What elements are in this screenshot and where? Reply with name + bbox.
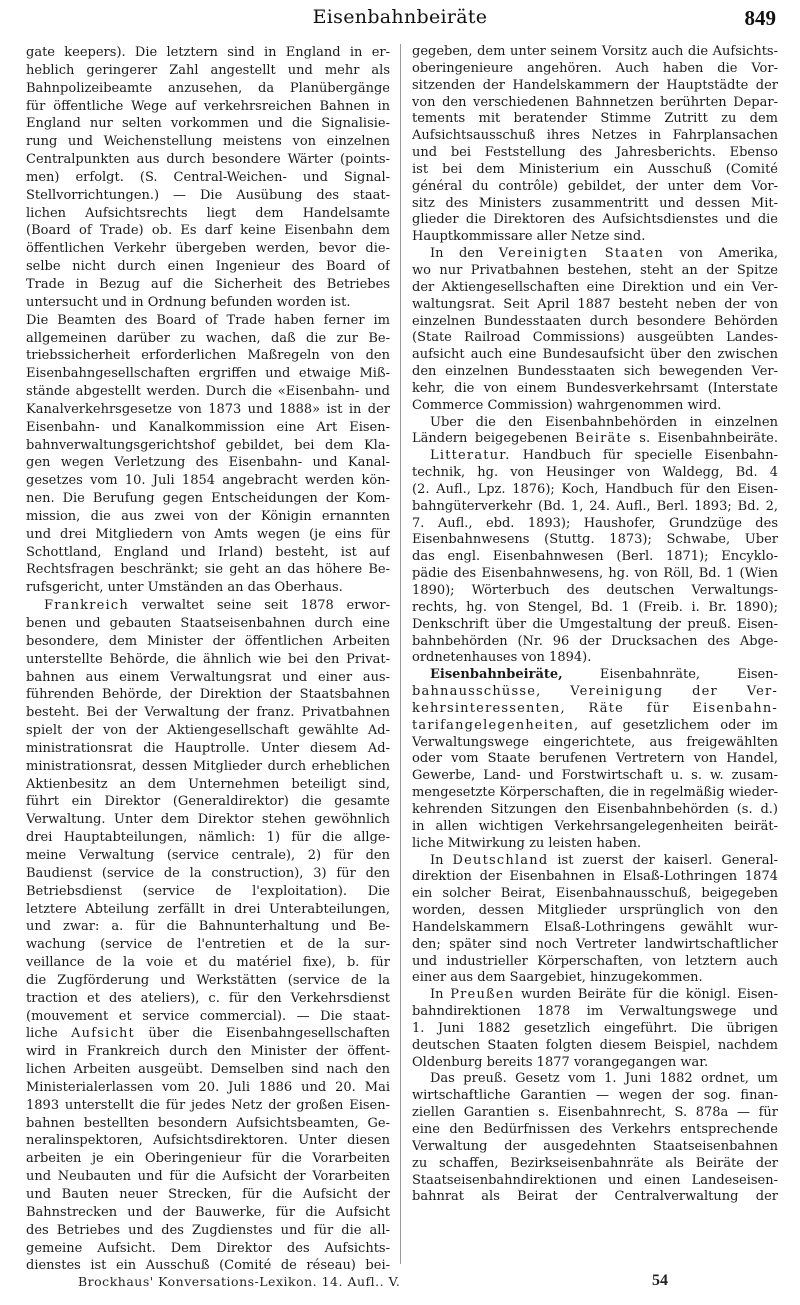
text-line: sitzenden der Handelskammern der Hauptstädte der	[412, 77, 778, 93]
text-line: Trade in Bezug auf die Sicherheit des Betriebes	[26, 276, 390, 292]
text-line: Litteratur. Handbuch für specielle Eisenbahn-	[430, 448, 778, 464]
text-line: Aufsichtsausschuß ihres Netzes in Fahrplansachen	[412, 128, 778, 144]
text-line: triebssicherheit erforderlichen Maßregeln von den	[26, 348, 390, 364]
text-line: 7. Aufl., ebd. 1893); Haushofer, Grundzüge des	[412, 515, 778, 531]
text-line: benen und gebauten Staatseisenbahnen durch eine	[26, 616, 390, 631]
emphasized-term: kehrsinteressenten, Räte für Eisenbahn-	[412, 700, 778, 716]
emphasized-term: Preußen	[450, 987, 515, 1003]
text-line: einer aus dem Saargebiet, hinzugekommen.	[412, 970, 703, 986]
text-line: veillance de la voie et du matériel fixe), b. für	[26, 955, 390, 971]
text-line: wirtschaftliche Garantien — wegen der sog. finan-	[412, 1088, 778, 1104]
text-line: Über die den Eisenbahnbehörden in einzelnen	[430, 414, 778, 430]
page-header	[0, 0, 800, 40]
emphasized-term: Deutschland	[452, 852, 549, 868]
text-line: 1890); Wörterbuch des deutschen Verwaltungs-	[412, 583, 778, 598]
emphasized-term: Frankreich	[44, 598, 129, 614]
text-line: ministrationsrat die Hauptrolle. Unter diesem Ad-	[26, 740, 390, 756]
text-line: In Deutschland ist zuerst der kaiserl. General-	[430, 852, 778, 868]
text-line: Das preuß. Gesetz vom 1. Juni 1882 ordnet, um	[430, 1071, 778, 1087]
text-line: tarifangelegenheiten, auf gesetzlichem oder im	[412, 717, 778, 733]
text-line: rechts, hg. von Stengel, Bd. 1 (Freib. i. Br. 1890);	[412, 599, 778, 615]
text-line: und Neubauten und für die Aufsicht der Vorarbeiten	[26, 1169, 390, 1185]
text-line: einzelnen Bundesstaaten durch besondere Behörden	[412, 313, 778, 329]
text-line: Rechtsfragen beschränkt; sie geht an das höhere Be-	[26, 562, 390, 578]
text-line: liche Mitwirkung zu leisten haben.	[412, 835, 642, 851]
text-line: dienstes ist ein Ausschuß (Comité de réseau) bei-	[26, 1258, 390, 1274]
text-line: des Betriebes und des Zugdienstes und für die all-	[26, 1222, 390, 1238]
text-line: stände abgestellt werden. Durch die «Eisenbahn- und	[26, 384, 390, 400]
text-line: traction et des ateliers), c. für den Verkehrsdienst	[26, 990, 390, 1006]
text-line: und drei Mitgliedern von Amts wegen (je eins für	[26, 526, 390, 542]
text-line: (2. Aufl., Lpz. 1876); Koch, Handbuch für den Eisen-	[412, 481, 778, 497]
text-line: ziellen Garantien s. Eisenbahnrecht, S. 878a — für	[412, 1105, 778, 1121]
text-line: Schottland, England und Irland) besteht, ist auf	[26, 544, 390, 560]
text-line: öffentlichen Verkehr übergeben werden, bevor die-	[26, 241, 390, 257]
text-line: eine den Bedürfnissen des Verkehrs entsprechende	[412, 1122, 778, 1137]
text-line: (State Railroad Commissions) ausgeübten Landes-	[412, 330, 778, 346]
text-line: ein solcher Beirat, Eisenbahnausschuß, beigegeben	[412, 886, 778, 902]
text-line: neralinspektoren, Aufsichtsdirektoren. Unter diesen	[26, 1133, 390, 1149]
text-line: Aktienbesitz an dem Unternehmen beteiligt sind,	[26, 776, 390, 792]
text-line: wird in Frankreich durch den Minister der öffent-	[26, 1044, 390, 1060]
text-line: Stellvorrichtungen.) — Die Ausübung des staat-	[26, 187, 390, 203]
text-line: selbe nicht durch einen Ingenieur des Board of	[26, 259, 390, 275]
text-line: (Board of Trade) ob. Es darf keine Eisenbahn dem	[26, 223, 390, 239]
text-line: unterstellte Behörde, die ähnlich wie bei den Privat-	[26, 651, 390, 667]
text-line: 1. Juni 1882 gesetzlich eingeführt. Die übrigen	[412, 1020, 778, 1036]
text-line: und industrieller Körperschaften, von letztern auch	[412, 953, 778, 969]
text-line: 1893 unterstellt die für jedes Netz der großen Eisen-	[26, 1097, 390, 1113]
text-line: pädie des Eisenbahnwesens, hg. von Röll, Bd. 1 (Wien	[412, 566, 778, 582]
text-line: bahnen aus einem Verwaltungsrat und einer aus-	[26, 669, 390, 685]
text-line: die Zugförderung und Werkstätten (service de la	[26, 972, 390, 988]
text-line: rung und Weichenstellung meistens von einzelnen	[26, 134, 390, 150]
text-line: mengesetzte Körperschaften, die in regelmäßig wieder-	[412, 785, 778, 801]
text-line: Die Beamten des Board of Trade haben ferner im	[26, 312, 390, 328]
text-line: Ministerialerlassen vom 20. Juli 1886 und 20. Mai	[26, 1079, 390, 1095]
text-line: Oldenburg bereits 1877 vorangegangen war.	[412, 1054, 709, 1070]
left-column	[26, 44, 390, 1275]
text-line: tements mit beratender Stimme Zutritt zu dem	[412, 111, 778, 127]
emphasized-term: Beiräte	[575, 431, 632, 447]
text-line: von den verschiedenen Bahnnetzen berührten Depar-	[412, 94, 778, 110]
text-line: kehrenden Sitzungen den Eisenbahnbehörden (s. d.)	[412, 801, 778, 817]
text-line: worden, dessen Mitglieder ursprünglich von den	[412, 903, 778, 919]
text-line: liche Aufsicht über die Eisenbahngesellschaften	[26, 1026, 390, 1042]
text-line: letztere Abteilung zerfällt in drei Unterabteilungen,	[26, 901, 390, 917]
text-line: Commerce Commission) wahrgenommen wird.	[412, 397, 722, 413]
text-line: Hauptkommissare aller Netze sind.	[412, 229, 646, 245]
text-line: glieder die Direktoren des Aufsichtsdienstes und die	[412, 212, 778, 228]
text-line	[412, 684, 778, 701]
text-line: Bahnpolizeibeamte anzusehen, da Planübergänge	[26, 80, 390, 96]
text-line: Kanalverkehrsgesetze von 1873 und 1888» ist in der	[26, 401, 390, 417]
text-line: führenden Behörde, der Direktion der Staatsbahnen	[26, 687, 390, 703]
text-line: für öffentliche Wege auf verkehrsreichen Bahnen in	[26, 98, 390, 114]
text-line: Eisenbahngesellschaften ergriffen und etwaige Miß-	[26, 366, 390, 382]
text-line: gesetzes vom 10. Juli 1854 angebracht werden kön-	[26, 473, 390, 489]
text-line: men) erfolgt. (S. Central-Weichen- und Signal-	[26, 169, 390, 185]
text-line: Denkschrift über die Umgestaltung der preuß. Eisen-	[412, 616, 778, 632]
text-line: ist bei dem Ministerium ein Ausschuß (Comité	[412, 161, 778, 177]
text-line: das engl. Eisenbahnwesen (Berl. 1871); Encyklo-	[412, 549, 778, 565]
text-line: gegeben, dem unter seinem Vorsitz auch die Aufsichts-	[412, 44, 778, 59]
text-line: wachung (service de l'entretien et de la sur-	[26, 937, 390, 953]
text-line: gate keepers). Die letztern sind in England in er-	[26, 45, 390, 60]
text-line: Handelskammern Elsaß-Lothringens gewählt wur-	[412, 919, 778, 935]
text-line: und zwar: a. für die Bahnunterhaltung und Be-	[26, 919, 390, 935]
text-line: bahngüterverkehr (Bd. 1, 24. Aufl., Berl. 1893; Bd. 2,	[412, 498, 778, 514]
text-line: waltungsrat. Seit April 1887 besteht neben der von	[412, 296, 778, 312]
text-line: Staatseisenbahndirektionen und einen Landeseisen-	[412, 1172, 778, 1188]
text-line: rufsgericht, unter Umständen an das Oberhaus.	[26, 580, 343, 596]
text-line: direktion der Eisenbahnen in Elsaß-Lothringen 1874	[412, 869, 778, 885]
page-number: 849	[744, 6, 776, 30]
text-line: Verwaltung. Unter dem Direktor stehen gewöhnlich	[26, 812, 390, 828]
text-line: bahndirektionen 1878 im Verwaltungswege und	[412, 1004, 778, 1020]
text-line: Eisenbahnwesens (Stuttg. 1873); Schwabe, Über	[412, 532, 778, 548]
text-line: In den Vereinigten Staaten von Amerika,	[430, 246, 778, 262]
text-line: gemeine Aufsicht. Dem Direktor des Aufsichts-	[26, 1240, 390, 1256]
text-line: allgemeinen darüber zu wachen, daß die zur Be-	[26, 330, 390, 346]
text-line: Eisenbahn- und Kanalkommission eine Art Eisen-	[26, 419, 390, 435]
column-divider	[400, 44, 401, 1264]
text-line: zu schaffen, Bezirkseisenbahnräte als Beiräte der	[412, 1155, 778, 1171]
text-line: den einzelnen Bundesstaaten sich bewegenden Ver-	[412, 364, 778, 380]
right-column	[412, 44, 778, 1206]
text-line: arbeiten je ein Oberingenieur für die Vorarbeiten	[26, 1151, 390, 1167]
text-line: besteht. Bei der Verwaltung der franz. Privatbahnen	[26, 705, 390, 721]
text-line: bahnbehörden (Nr. 96 der Drucksachen des Abge-	[412, 633, 778, 649]
text-line: in allen wichtigen Verkehrsangelegenheiten beirät-	[412, 818, 778, 834]
text-line: bahnen bestellten besondern Aufsichtsbeamten, Ge-	[26, 1115, 390, 1131]
text-line: Gewerbe, Land- und Forstwirtschaft u. s. w. zusam-	[412, 768, 778, 784]
text-line: Ländern beigegebenen Beiräte s. Eisenbahnbeiräte.	[412, 431, 778, 447]
text-line: (mouvement et service commercial). — Die staat-	[26, 1008, 390, 1024]
text-line: technik, hg. von Heusinger von Waldegg, Bd. 4	[412, 465, 778, 481]
text-line: deutschen Staaten folgten diesem Beispiel, nachdem	[412, 1037, 778, 1053]
running-title: Eisenbahnbeiräte	[312, 6, 488, 28]
text-line: mission, die aus zwei von der Königin ernannten	[26, 508, 390, 524]
text-line: Baudienst (service de la construction), 3) für den	[26, 865, 390, 881]
text-line: kehr, die von einem Bundesverkehrsamt (Interstate	[412, 380, 778, 396]
text-line: heblich geringerer Zahl angestellt und mehr als	[26, 62, 390, 78]
text-line: lichen Aufsichtsrechts liegt dem Handelsamte	[26, 205, 390, 221]
text-line: bahnrat als Beirat der Centralverwaltung der	[412, 1189, 778, 1205]
text-line: spielt der von der Aktiengesellschaft gewählte Ad-	[26, 723, 390, 739]
text-line: wo nur Privatbahnen bestehen, steht an der Spitze	[412, 262, 778, 278]
text-line: Bahnstrecken und der Bauwerke, für die Aufsicht	[26, 1204, 390, 1220]
text-line: den; später sind noch Vertreter landwirtschaftlicher	[412, 936, 778, 952]
text-line	[412, 701, 778, 718]
text-line: lichen Arbeiten ausgeübt. Demselben sind nach den	[26, 1062, 390, 1078]
text-line: ministrationsrat, dessen Mitglieder durch erheblichen	[26, 758, 390, 774]
signature-mark: 54	[652, 1272, 668, 1289]
text-line: oberingenieure angehören. Auch haben die Vor-	[412, 60, 778, 76]
emphasized-term: Aufsicht	[71, 1026, 135, 1042]
emphasized-term: Litteratur.	[430, 448, 511, 464]
text-line: meine Verwaltung (service centrale), 2) für den	[26, 847, 390, 863]
text-line: Centralpunkten aus durch besondere Wärter (points-	[26, 152, 390, 168]
text-line: und Bauten neuer Strecken, für die Aufsicht der	[26, 1187, 390, 1202]
footer-imprint: Brockhaus' Konversations-Lexikon. 14. Aufl.. V.	[78, 1274, 401, 1289]
text-line: und bei Feststellung des Jahresberichts. Ebenso	[412, 145, 778, 161]
entry-headword: Eisenbahnbeiräte,	[430, 667, 563, 683]
emphasized-term: Vereinigten Staaten	[498, 246, 665, 262]
text-line: gen wegen Verletzung des Eisenbahn- und Kanal-	[26, 455, 390, 471]
text-line: In Preußen wurden Beiräte für die königl. Eisen-	[430, 987, 778, 1003]
text-line: nen. Die Berufung gegen Entscheidungen der Kom-	[26, 491, 390, 507]
emphasized-term: tarifangelegenheiten,	[412, 717, 580, 733]
text-line: Frankreich verwaltet seine seit 1878 erwor-	[44, 598, 390, 614]
text-line: führt ein Direktor (Generaldirektor) die gesamte	[26, 794, 390, 810]
text-line: bahnverwaltungsgerichtshof gebildet, bei dem Kla-	[26, 437, 390, 453]
emphasized-term: bahnausschüsse, Vereinigung der Ver-	[412, 684, 778, 700]
text-line: der Aktiengesellschaften eine Direktion und ein Ver-	[412, 279, 778, 295]
text-line: Eisenbahnbeiräte, Eisenbahnräte, Eisen-	[430, 667, 778, 683]
text-line: ordnetenhauses von 1894).	[412, 650, 592, 666]
text-line: England nur selten vorkommen und die Signalisie-	[26, 116, 390, 132]
text-line: Verwaltungswege eingerichtete, aus freigewählten	[412, 734, 778, 750]
text-line: Betriebsdienst (service de l'exploitation). Die	[26, 883, 390, 899]
text-line: sitz des Ministers zusammentritt und dessen Mit-	[412, 195, 778, 211]
text-line: drei Hauptabteilungen, nämlich: 1) für die allge-	[26, 830, 390, 846]
text-line: untersucht und in Ordnung befunden worden ist.	[26, 294, 351, 310]
text-line: besondere, dem Minister der öffentlichen Arbeiten	[26, 633, 390, 649]
text-line: Verwaltung der ausgedehnten Staatseisenbahnen	[412, 1138, 778, 1154]
text-line: aufsicht auch eine Bundesaufsicht über den zwischen	[412, 347, 778, 363]
text-line: général du contrôle) gebildet, der unter dem Vor-	[412, 178, 778, 194]
text-line: oder vom Staate berufenen Vertretern von Handel,	[412, 751, 778, 767]
